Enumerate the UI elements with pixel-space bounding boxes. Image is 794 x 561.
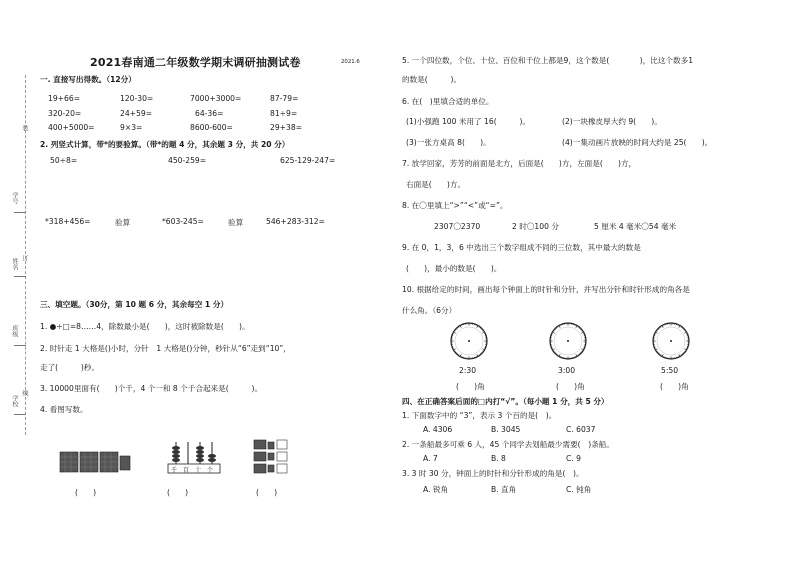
s1-r1c2: 120-30= <box>120 94 154 103</box>
abacus-label-bai: 百 <box>183 467 190 474</box>
s3-q2b: 走了( )秒。 <box>40 363 100 372</box>
clock-face-2[interactable] <box>548 321 588 361</box>
s2-check2: 验算 <box>228 218 244 227</box>
mc2-option-a[interactable]: A. 7 <box>423 454 438 463</box>
margin-label-school: 学校 <box>11 395 18 408</box>
s3-q2a: 2. 时针走 1 大格是()小时，分针 1 大格是()分钟，秒针从“6”走到“10”， <box>40 344 291 353</box>
q8-heading: 8. 在〇里填上“>”“<”或“=”。 <box>402 201 508 210</box>
s3-q1: 1. ●÷□=8……4，除数最小是( )，这时被除数是( )。 <box>40 322 250 331</box>
mc2-option-b[interactable]: B. 8 <box>491 454 506 463</box>
s2-check1: 验算 <box>115 218 131 227</box>
s2-q2: 450-259= <box>168 156 207 165</box>
q4-blank-3[interactable]: ( ) <box>256 488 278 497</box>
abacus-label-ge: 个 <box>207 467 214 474</box>
s1-r1c4: 87-79= <box>270 94 299 103</box>
base-ten-blocks-figure <box>58 446 134 476</box>
exam-title: 2021春南通二年级数学期末调研抽测试卷 <box>90 56 301 69</box>
q7-line2: 右面是( )方。 <box>406 180 466 189</box>
q7-line1: 7. 放学回家，芳芳的前面是北方，后面是( )方，左面是( )方， <box>402 159 637 168</box>
mc3-option-b[interactable]: B. 直角 <box>491 485 517 494</box>
s1-r3c3: 8600-600= <box>190 123 233 132</box>
s1-r2c1: 320-20= <box>48 109 82 118</box>
class-line[interactable] <box>14 345 26 346</box>
clock-answer-2[interactable]: ( )角 <box>556 382 585 391</box>
mc3-option-a[interactable]: A. 锐角 <box>423 485 449 494</box>
mc3-question: 3. 3 时 30 分，钟面上的时针和分针形成的角是( )。 <box>402 469 584 478</box>
student-id-line[interactable] <box>14 212 26 213</box>
s1-r2c2: 24+59= <box>120 109 153 118</box>
q6-item2: (2)一块橡皮厚大约 9( )。 <box>562 117 662 126</box>
clock-answer-1[interactable]: ( )角 <box>456 382 485 391</box>
margin-label-student-id: 学号 <box>11 192 18 205</box>
clock-time-1: 2:30 <box>459 366 477 375</box>
q8-item3: 5 厘米 4 毫米〇54 毫米 <box>594 222 677 231</box>
section1-heading: 一. 直接写出得数。（12分） <box>40 75 136 84</box>
abacus-label-qian: 千 <box>171 467 178 474</box>
q9-line1: 9. 在 0，1，3，6 中选出三个数字组成不同的三位数，其中最大的数是 <box>402 243 641 252</box>
s2-q4: *318+456= <box>45 217 91 226</box>
section4-heading: 四、在正确答案后面的□内打“√”。（每小题 1 分，共 5 分） <box>402 397 609 406</box>
s1-r3c1: 400+5000= <box>48 123 95 132</box>
s1-r1c1: 19+66= <box>48 94 81 103</box>
q4-blank-2[interactable]: ( ) <box>167 488 189 497</box>
clock-time-3: 5:50 <box>661 366 679 375</box>
s1-r2c4: 81÷9= <box>270 109 298 118</box>
s2-q6: 546+283-312= <box>266 217 325 226</box>
q8-item1: 2307〇2370 <box>434 222 481 231</box>
margin-label-name: 姓名 <box>11 258 18 271</box>
school-line[interactable] <box>14 414 26 415</box>
counting-cards-figure <box>252 438 292 474</box>
q6-heading: 6. 在( )里填合适的单位。 <box>402 97 494 106</box>
clock-time-2: 3:00 <box>558 366 576 375</box>
binding-word-ding: 订 <box>21 255 28 262</box>
q10-line1: 10. 根据给定的时间，画出每个钟面上的时针和分针，并写出分针和时针形成的角各是 <box>402 285 690 294</box>
binding-word-xian: 线 <box>21 390 28 397</box>
s2-q5: *603-245= <box>162 217 204 226</box>
s1-r3c4: 29+38= <box>270 123 303 132</box>
mc2-option-c[interactable]: C. 9 <box>566 454 581 463</box>
section2-heading: 2. 列竖式计算，带*的要验算。（带*的题 4 分，其余题 3 分，共 20 分） <box>40 140 290 149</box>
clock-answer-3[interactable]: ( )角 <box>660 382 689 391</box>
s3-q4: 4. 看图写数。 <box>40 405 88 414</box>
q5-line2: 的数是( )。 <box>402 75 462 84</box>
q4-blank-1[interactable]: ( ) <box>75 488 97 497</box>
q6-item1: (1)小强跑 100 米用了 16( )。 <box>406 117 531 126</box>
mc1-option-b[interactable]: B. 3045 <box>491 425 521 434</box>
s1-r2c3: 64-36= <box>195 109 224 118</box>
s1-r1c3: 7000+3000= <box>190 94 242 103</box>
name-line[interactable] <box>14 276 26 277</box>
q9-line2: ( )，最小的数是( )。 <box>406 264 502 273</box>
mc2-question: 2. 一条船最多可乘 6 人，45 个同学去划船最少需要( )条船。 <box>402 440 614 449</box>
binding-word-zhuang: 装 <box>21 125 28 132</box>
mc1-question: 1. 下面数字中的 “3”，表示 3 个百的是( )。 <box>402 411 557 420</box>
s3-q3: 3. 10000里面有( )个千，4 个一和 8 个千合起来是( )。 <box>40 384 263 393</box>
s2-q3: 625-129-247= <box>280 156 336 165</box>
mc3-option-c[interactable]: C. 钝角 <box>566 485 592 494</box>
s1-r3c2: 9×3= <box>120 123 143 132</box>
mc1-option-c[interactable]: C. 6037 <box>566 425 596 434</box>
clock-face-1[interactable] <box>449 321 489 361</box>
mc1-option-a[interactable]: A. 4306 <box>423 425 453 434</box>
clock-face-3[interactable] <box>651 321 691 361</box>
abacus-label-shi: 十 <box>195 467 202 474</box>
s2-q1: 50÷8= <box>50 156 78 165</box>
q10-line2: 什么角。（6分） <box>402 306 457 315</box>
exam-date: 2021.6 <box>341 59 360 65</box>
q6-item4: (4)一集动画片放映的时间大约是 25( )。 <box>562 138 713 147</box>
q5-line1: 5. 一个四位数，个位、十位、百位和千位上都是9，这个数是( )，比这个数多1 <box>402 56 694 65</box>
q6-item3: (3)一张方桌高 8( )。 <box>406 138 491 147</box>
q8-item2: 2 时〇100 分 <box>512 222 559 231</box>
margin-label-class: 班级 <box>11 325 18 338</box>
section3-heading: 三、填空题。（30分，第 10 题 6 分，其余每空 1 分） <box>40 300 229 309</box>
